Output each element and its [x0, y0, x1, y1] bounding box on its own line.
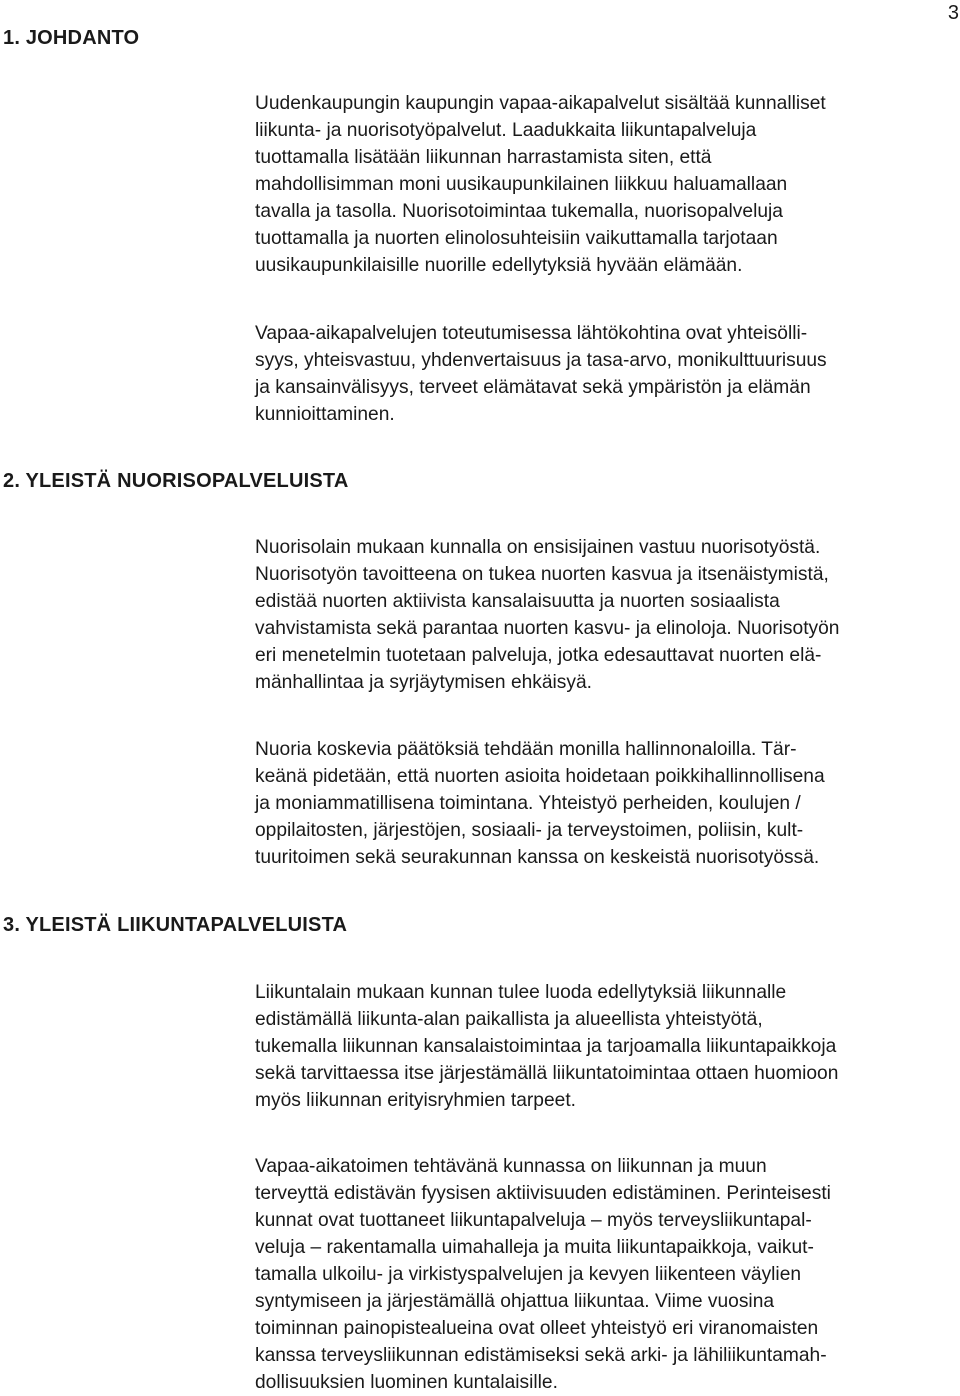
paragraph-youth-cooperation: [255, 736, 960, 871]
text-line: tuottamalla ja nuorten elinolosuhteisiin vaikuttamalla tarjotaan: [255, 228, 778, 249]
text-line: Nuorisolain mukaan kunnalla on ensisijainen vastuu nuorisotyöstä.: [255, 537, 821, 558]
text-line: terveyttä edistävän fyysisen aktiivisuuden edistäminen. Perinteisesti: [255, 1183, 831, 1204]
text-line: Uudenkaupungin kaupungin vapaa-aikapalvelut sisältää kunnalliset: [255, 93, 826, 114]
text-line: Vapaa-aikatoimen tehtävänä kunnassa on liikunnan ja muun: [255, 1156, 767, 1177]
text-line: mänhallintaa ja syrjäytymisen ehkäisyä.: [255, 672, 592, 693]
text-line: syntymiseen ja järjestämällä ohjattua liikuntaa. Viime vuosina: [255, 1291, 775, 1312]
text-line: uusikaupunkilaisille nuorille edellytyksiä hyvään elämään.: [255, 255, 743, 276]
text-line: dollisuuksien luominen kuntalaisille.: [255, 1372, 558, 1393]
section-heading-nuorisopalvelut: 2. YLEISTÄ NUORISOPALVELUISTA: [3, 470, 349, 492]
paragraph-intro: [255, 90, 960, 279]
section-heading-johdanto: 1. JOHDANTO: [3, 27, 140, 49]
paragraph-sports-law: [255, 979, 960, 1114]
page-number: 3: [947, 2, 959, 24]
text-line: mahdollisimman moni uusikaupunkilainen liikkuu haluamallaan: [255, 174, 788, 195]
section-heading-liikuntapalvelut: 3. YLEISTÄ LIIKUNTAPALVELUISTA: [3, 914, 348, 936]
text-line: veluja – rakentamalla uimahalleja ja muita liikuntapaikkoja, vaikut-: [255, 1237, 814, 1258]
text-line: eri menetelmin tuotetaan palveluja, jotka edesauttavat nuorten elä-: [255, 645, 822, 666]
text-line: kanssa terveysliikunnan edistämiseksi sekä arki- ja lähiliikuntamah-: [255, 1345, 827, 1366]
text-line: toiminnan painopistealueina ovat olleet yhteistyö eri viranomaisten: [255, 1318, 819, 1339]
paragraph-sports-tasks: [255, 1153, 960, 1396]
text-line: myös liikunnan erityisryhmien tarpeet.: [255, 1090, 576, 1111]
text-line: Nuorisotyön tavoitteena on tukea nuorten kasvua ja itsenäistymistä,: [255, 564, 829, 585]
text-line: keänä pidetään, että nuorten asioita hoidetaan poikkihallinnollisena: [255, 766, 825, 787]
text-line: tamalla ulkoilu- ja virkistyspalvelujen ja kevyen liikenteen väylien: [255, 1264, 802, 1285]
text-line: tuottamalla lisätään liikunnan harrastamista siten, että: [255, 147, 712, 168]
paragraph-values: [255, 320, 960, 428]
text-line: edistää nuorten aktiivista kansalaisuutta ja nuorten sosiaalista: [255, 591, 780, 612]
text-line: Nuoria koskevia päätöksiä tehdään monilla hallinnonaloilla. Tär-: [255, 739, 797, 760]
text-line: vahvistamista sekä parantaa nuorten kasvu- ja elinoloja. Nuorisotyön: [255, 618, 840, 639]
text-line: kunnat ovat tuottaneet liikuntapalveluja – myös terveysliikuntapal-: [255, 1210, 812, 1231]
text-line: tavalla ja tasolla. Nuorisotoimintaa tukemalla, nuorisopalveluja: [255, 201, 783, 222]
text-line: kunnioittaminen.: [255, 404, 395, 425]
text-line: Vapaa-aikapalvelujen toteutumisessa lähtökohtina ovat yhteisölli-: [255, 323, 808, 344]
text-line: ja moniammatillisena toimintana. Yhteistyö perheiden, koulujen /: [255, 793, 801, 814]
text-line: tuuritoimen sekä seurakunnan kanssa on keskeistä nuorisotyössä.: [255, 847, 820, 868]
text-line: tukemalla liikunnan kansalaistoimintaa ja tarjoamalla liikuntapaikkoja: [255, 1036, 837, 1057]
text-line: liikunta- ja nuorisotyöpalvelut. Laadukkaita liikuntapalveluja: [255, 120, 757, 141]
text-line: sekä tarvittaessa itse järjestämällä liikuntatoimintaa ottaen huomioon: [255, 1063, 839, 1084]
text-line: ja kansainvälisyys, terveet elämätavat sekä ympäristön ja elämän: [255, 377, 811, 398]
text-line: edistämällä liikunta-alan paikallista ja alueellista yhteistyötä,: [255, 1009, 763, 1030]
text-line: syys, yhteisvastuu, yhdenvertaisuus ja tasa-arvo, monikulttuurisuus: [255, 350, 827, 371]
paragraph-youth-law: [255, 534, 960, 696]
text-line: oppilaitosten, järjestöjen, sosiaali- ja terveystoimen, poliisin, kult-: [255, 820, 804, 841]
text-line: Liikuntalain mukaan kunnan tulee luoda edellytyksiä liikunnalle: [255, 982, 787, 1003]
